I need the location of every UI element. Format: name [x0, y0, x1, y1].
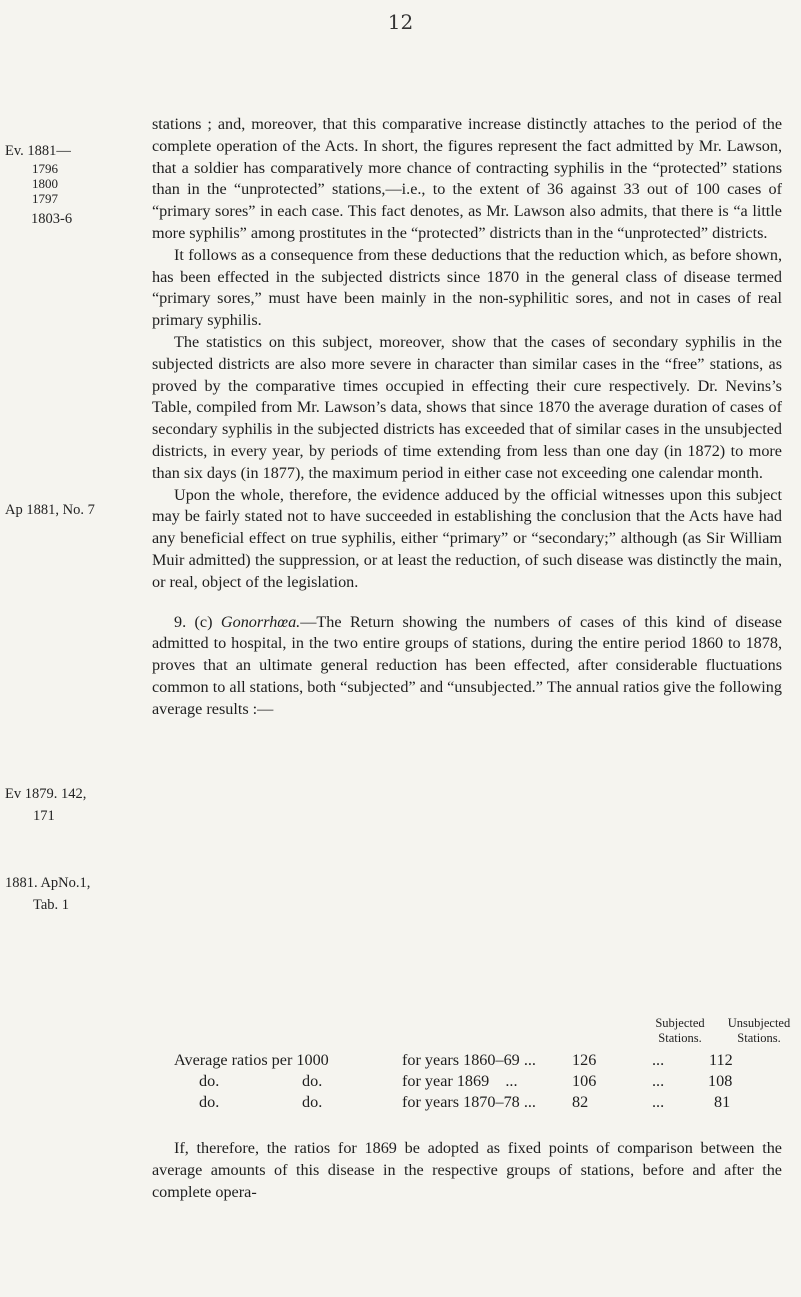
- margin-note: [5, 141, 145, 229]
- row-label: do.: [199, 1093, 220, 1111]
- row-period: for years 1870–78 ...: [402, 1093, 536, 1111]
- margin-line: Ap 1881, No. 7: [5, 502, 95, 518]
- margin-line: Ev. 1881—: [5, 143, 71, 159]
- value-subjected: 106: [572, 1072, 597, 1090]
- paragraph: If, therefore, the ratios for 1869 be adopted as fixed points of comparison between the average amounts of this disease in the respective groups of stations, before and after the complete opera-: [152, 1139, 782, 1201]
- paragraph: It follows as a consequence from these deductions that the reduction which, as before shown, has been effected in the subjected districts since 1870 in the general class of disease termed “primary sores,” must have been mainly in the non-syphilitic sores, and not in cases of real primary syphilis.: [152, 245, 782, 330]
- margin-line: Ev 1879. 142,: [5, 786, 87, 802]
- body-text: [152, 114, 782, 721]
- paragraph-gonorrhoea: [152, 612, 782, 721]
- margin-line: 1797: [32, 191, 58, 206]
- section-text: —The Return showing the numbers of cases of this kind of disease admitted to hospital, in the two entire groups of stations, during the entire period 1860 to 1878, proves that an ultimate general reduction has been effected, after considerable fluctuations common to all stations, both “subjected” and “unsubjected.” The annual ratios give the following average results :—: [152, 612, 782, 718]
- separator: ...: [652, 1072, 665, 1090]
- margin-line: 1881. ApNo.1,: [5, 875, 91, 891]
- row-label: Average ratios per 1000: [174, 1051, 329, 1069]
- ratio-table-header: [152, 1016, 792, 1050]
- margin-note: [5, 500, 145, 520]
- header-unsubjected: Unsubjected Stations.: [727, 1016, 791, 1045]
- paragraph: Upon the whole, therefore, the evidence adduced by the official witnesses upon this subject may be fairly stated not to have succeeded in establishing the conclusion that the Acts have had any beneficial effect on true syphilis, either “primary” or “secondary;” although (as Sir William Muir admitted) the suppression, or at least the reduction, of such disease was distinctly the main, or real, object of the legislation.: [152, 485, 782, 591]
- margin-note: [5, 784, 145, 826]
- value-subjected: 126: [572, 1051, 597, 1069]
- margin-line: 1796: [32, 161, 58, 176]
- row-period: for years 1860–69 ...: [402, 1051, 536, 1069]
- table-row: [152, 1050, 792, 1071]
- row-label-2: do.: [302, 1072, 323, 1090]
- margin-line: 1803-6: [31, 211, 73, 227]
- header-subjected: Subjected Stations.: [655, 1016, 705, 1045]
- separator: ...: [652, 1051, 665, 1069]
- separator: ...: [652, 1093, 665, 1111]
- value-unsubjected: 81: [714, 1093, 731, 1111]
- margin-note: [5, 873, 145, 915]
- body-text-closing: [152, 1138, 782, 1203]
- page-number: 12: [387, 10, 414, 34]
- table-row: [152, 1092, 792, 1113]
- value-subjected: 82: [572, 1093, 589, 1111]
- table-row: [152, 1071, 792, 1092]
- value-unsubjected: 112: [709, 1051, 733, 1069]
- row-label-2: do.: [302, 1093, 323, 1111]
- margin-line: Tab. 1: [33, 897, 70, 913]
- paragraph: stations ; and, moreover, that this comparative increase distinctly attaches to the period of the complete operation of the Acts. In short, the figures represent the fact admitted by Mr. Lawson, that a soldier has comparatively more chance of contracting syphilis in the “protected” stations than in the “unprotected” stations,—i.e., to the extent of 36 against 33 out of 100 cases of “primary sores” in each case. This fact denotes, as Mr. Lawson also admits, that there is “a little more syphilis” among prostitutes in the “protected” districts than in the “unprotected” districts.: [152, 115, 782, 242]
- margin-line: 171: [33, 808, 55, 824]
- ratio-table: [152, 1016, 792, 1113]
- section-number: 9. (c): [174, 612, 221, 631]
- margin-line: 1800: [32, 176, 58, 191]
- paragraph: The statistics on this subject, moreover, show that the cases of secondary syphilis in the subjected districts are also more severe in character than similar cases in the “free” stations, as proved by the comparative times occupied in effecting their cure respectively. Dr. Nevins’s Table, compiled from Mr. Lawson’s data, shows that since 1870 the average duration of cases of secondary syphilis in the subjected districts has exceeded that of similar cases in the unsubjected districts, in every year, by periods of time extending from less than one day (in 1872) to more than six days (in 1877), the maximum period in either case not exceeding one calendar month.: [152, 332, 782, 482]
- row-label: do.: [199, 1072, 220, 1090]
- row-period: for year 1869 ...: [402, 1072, 518, 1090]
- value-unsubjected: 108: [708, 1072, 733, 1090]
- section-heading: Gonorrhœa.: [220, 612, 301, 631]
